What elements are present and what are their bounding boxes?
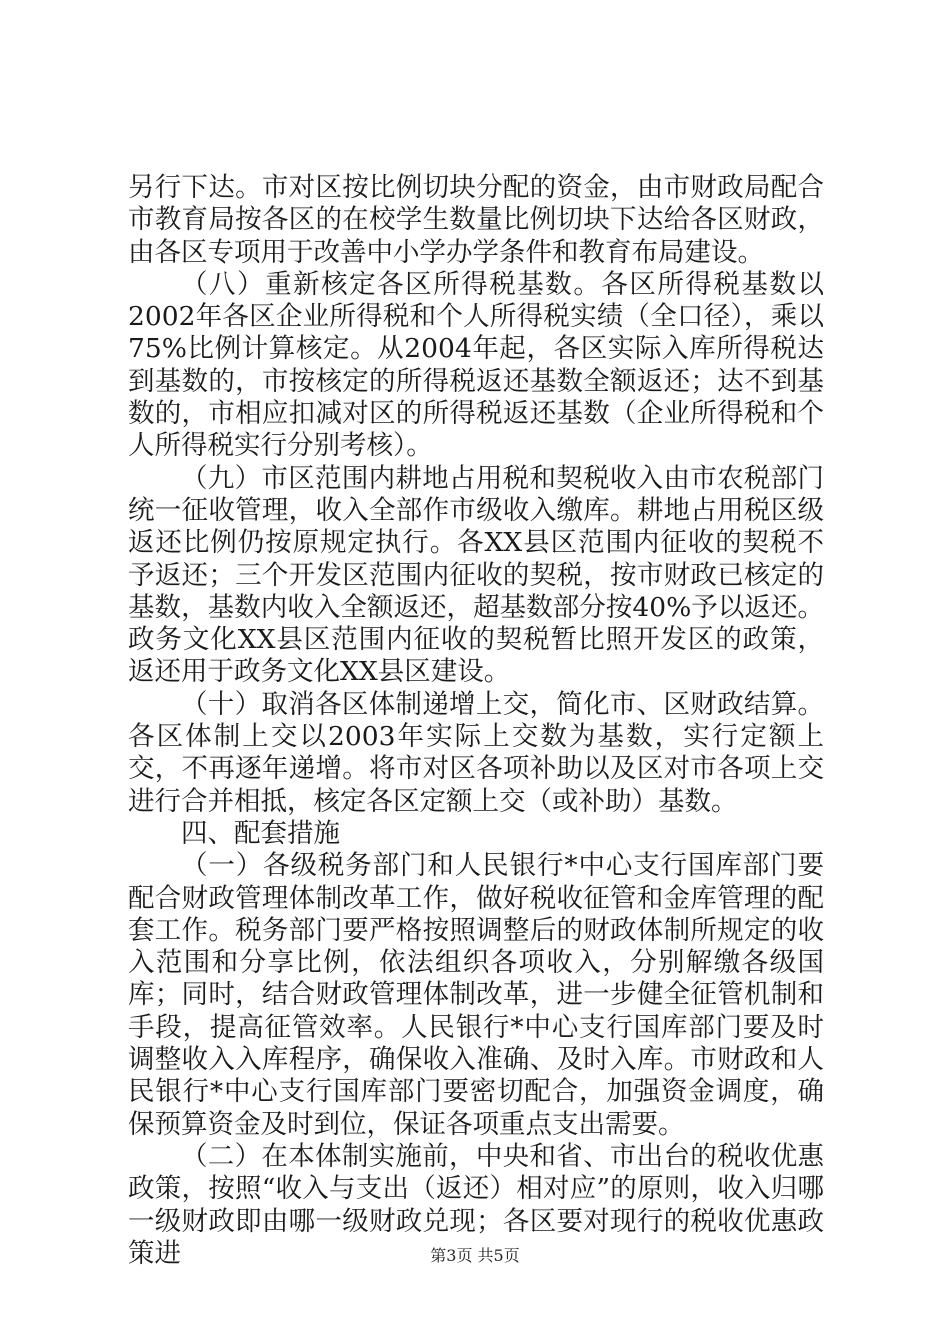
paragraph-measure-1: （一）各级税务部门和人民银行*中心支行国库部门要配合财政管理体制改革工作，做好税收征管和金库管理的配套工作。税务部门要严格按照调整后的财政体制所规定的收入范围和分享比例，依法组织各项收入，分别解缴各级国库；同时，结合财政管理体制改革，进一步健全征管机制和手段，提高征管效率。人民银行*中心支行国库部门要及时调整收入入库程序，确保收入准确、及时入库。市财政和人民银行*中心支行国库部门要密切配合，加强资金调度，确保预算资金及时到位，保证各项重点支出需要。	[128, 850, 824, 1140]
page-number-footer: 第3页 共5页	[430, 1246, 520, 1265]
paragraph-continuation: 另行下达。市对区按比例切块分配的资金，由市财政局配合市教育局按各区的在校学生数量比例切块下达给各区财政，由各区专项用于改善中小学办学条件和教育布局建设。	[128, 172, 824, 268]
paragraph-item-10: （十）取消各区体制递增上交，简化市、区财政结算。各区体制上交以2003年实际上交数为基数，实行定额上交，不再逐年递增。将市对区各项补助以及区对市各项上交进行合并相抵，核定各区定额上交（或补助）基数。	[128, 688, 824, 817]
paragraph-item-8: （八）重新核定各区所得税基数。各区所得税基数以2002年各区企业所得税和个人所得税实绩（全口径），乘以75%比例计算核定。从2004年起，各区实际入库所得税达到基数的，市按核定的所得税返还基数全额返还；达不到基数的，市相应扣减对区的所得税返还基数（企业所得税和个人所得税实行分别考核）。	[128, 268, 824, 462]
section-heading-4: 四、配套措施	[181, 817, 340, 849]
document-body	[128, 172, 824, 1270]
paragraph-item-9: （九）市区范围内耕地占用税和契税收入由市农税部门统一征收管理，收入全部作市级收入缴库。耕地占用税区级返还比例仍按原规定执行。各XX县区范围内征收的契税不予返还；三个开发区范围内征收的契税，按市财政已核定的基数，基数内收入全额返还，超基数部分按40%予以返还。政务文化XX县区范围内征收的契税暂比照开发区的政策，返还用于政务文化XX县区建设。	[128, 462, 824, 688]
paragraph-measure-2: （二）在本体制实施前，中央和省、市出台的税收优惠政策，按照“收入与支出（返还）相对应”的原则，收入归哪一级财政即由哪一级财政兑现；各区要对现行的税收优惠政策进	[128, 1140, 824, 1269]
